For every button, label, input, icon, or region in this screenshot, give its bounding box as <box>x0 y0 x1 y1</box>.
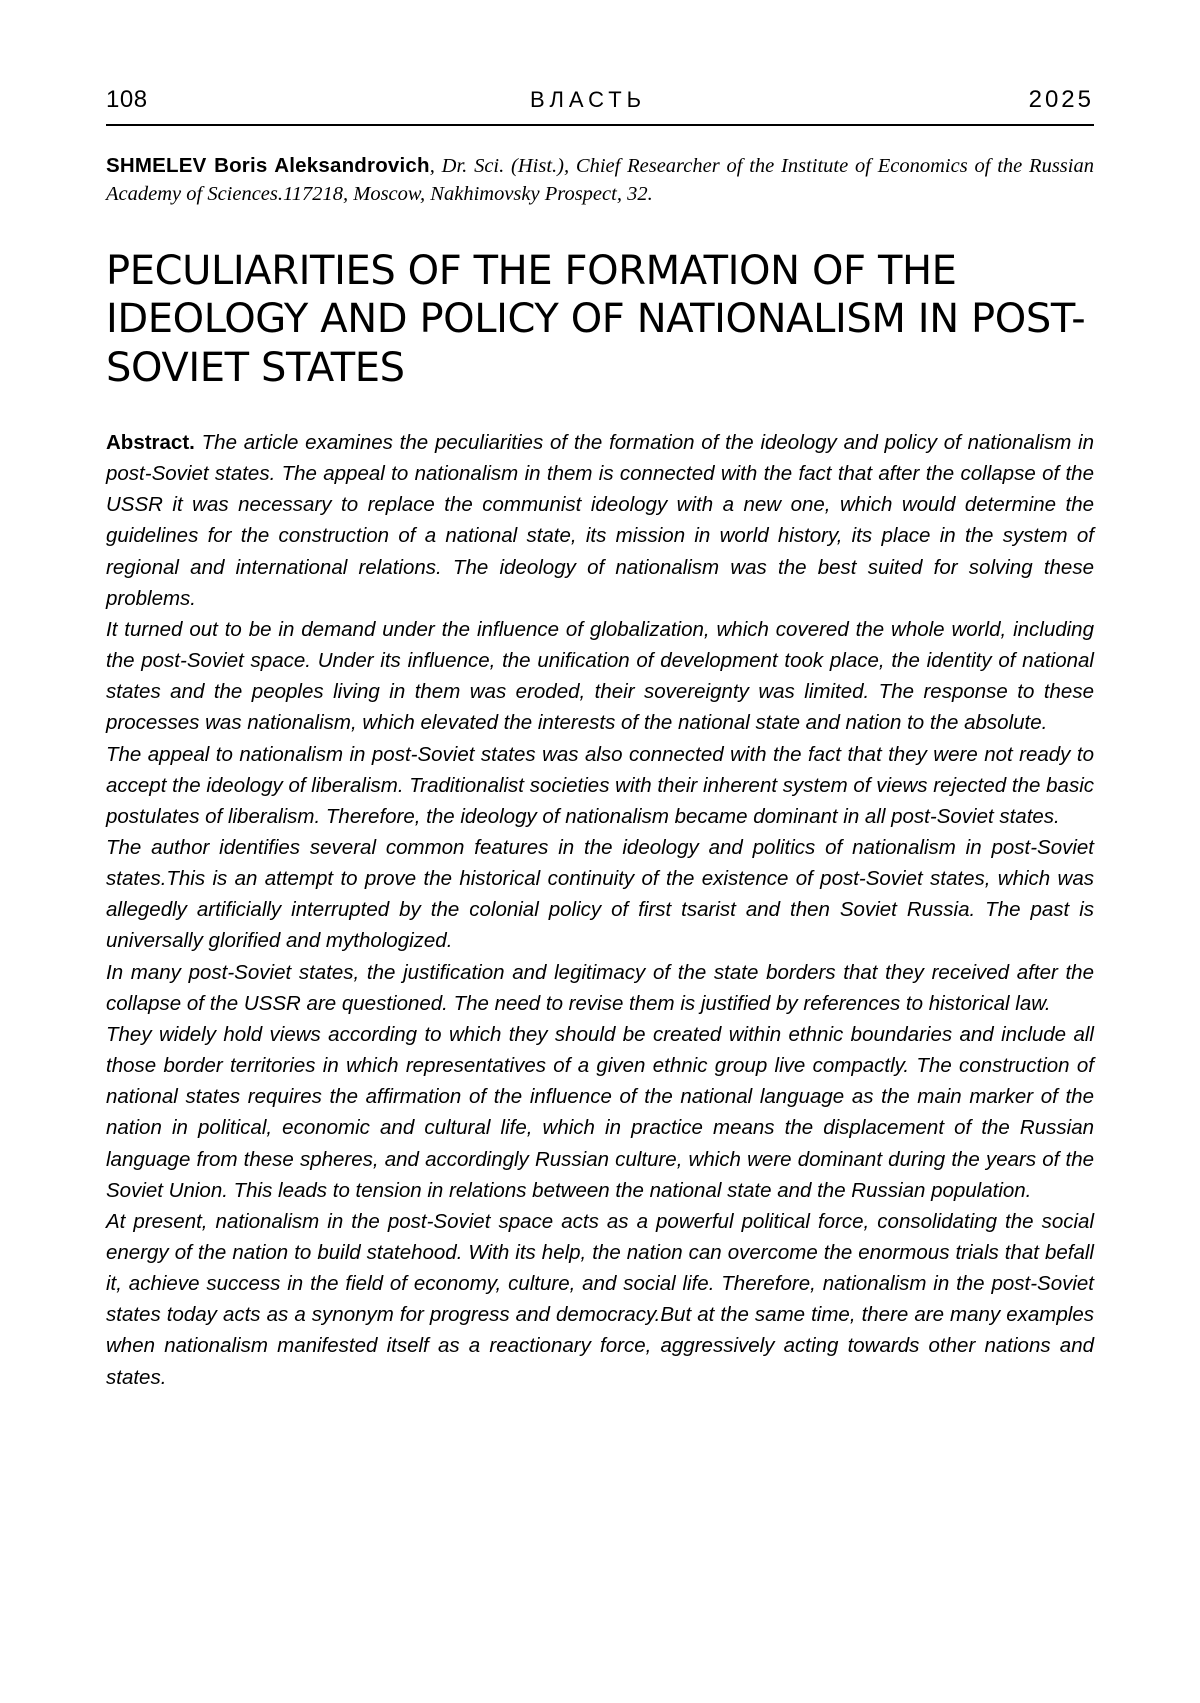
abstract-paragraph: The author identifies several common features in the ideology and politics of nationalism in post-Soviet states.This is an attempt to prove the historical continuity of the existence of post-Soviet states, which was allegedly artificially interrupted by the colonial policy of first tsarist and then Soviet Russia. The past is universally glorified and mythologized. <box>106 835 1094 953</box>
abstract-paragraph: In many post-Soviet states, the justification and legitimacy of the state borders that they received after the collapse of the USSR are questioned. The need to revise them is justified by references to historical law. <box>106 960 1094 1015</box>
page-number: 108 <box>106 86 148 113</box>
abstract-paragraph: The appeal to nationalism in post-Soviet states was also connected with the fact that they were not ready to accept the ideology of liberalism. Traditionalist societies with their inherent system of views rejected the basic postulates of liberalism. Therefore, the ideology of nationalism became dominant in all post-Soviet states. <box>106 742 1094 828</box>
author-affiliation: , Dr. Sci. (Hist.), Chief Researcher of the Institute of Economics of the Russian Academy of Sciences.117218, Moscow, Nakhimovsky Prospect, 32. <box>106 155 1094 206</box>
author-name <box>106 154 430 177</box>
abstract-label: Abstract. <box>106 430 195 454</box>
author-surname: SHMELEV <box>106 154 207 177</box>
abstract-paragraph: They widely hold views according to which they should be created within ethnic boundaries and include all those border territories in which representatives of a given ethnic group live compactly. The construction of national states requires the affirmation of the influence of the national language as the main marker of the nation in political, economic and cultural life, which in practice means the displacement of the Russian language from these spheres, and accordingly Russian culture, which were dominant during the years of the Soviet Union. This leads to tension in relations between the national state and the Russian population. <box>106 1022 1094 1202</box>
abstract-paragraph <box>106 427 1094 614</box>
header-divider <box>106 124 1094 126</box>
abstract-paragraph: It turned out to be in demand under the influence of globalization, which covered the whole world, including the post-Soviet space. Under its influence, the unification of development took place, the identity of national states and the peoples living in them was eroded, their sovereignty was limited. The response to these processes was nationalism, which elevated the interests of the national state and nation to the absolute. <box>106 617 1094 735</box>
author-given-names: Boris Aleksandrovich <box>214 154 430 177</box>
author-affiliation-block <box>106 152 1094 209</box>
article-title: PECULIARITIES OF THE FORMATION OF THE IDEOLOGY AND POLICY OF NATIONALISM IN POST-SOVIET STATES <box>106 247 1086 392</box>
running-head <box>106 0 1094 114</box>
issue-year: 2025 <box>1028 86 1094 113</box>
abstract-text: The article examines the peculiarities of the formation of the ideology and policy of nationalism in post-Soviet states. The appeal to nationalism in them is connected with the fact that after the collapse of the USSR it was necessary to replace the communist ideology with a new one, which would determine the guidelines for the construction of a national state, its mission in world history, its place in the system of regional and international relations. The ideology of nationalism was the best suited for solving these problems. <box>106 430 1094 610</box>
journal-name: ВЛАСТЬ <box>530 87 647 112</box>
abstract-section <box>106 427 1094 1393</box>
abstract-paragraph: At present, nationalism in the post-Soviet space acts as a powerful political force, consolidating the social energy of the nation to build statehood. With its help, the nation can overcome the enormous trials that befall it, achieve success in the field of economy, culture, and social life. Therefore, nationalism in the post-Soviet states today acts as a synonym for progress and democracy.But at the same time, there are many examples when nationalism manifested itself as a reactionary force, aggressively acting towards other nations and states. <box>106 1209 1094 1389</box>
